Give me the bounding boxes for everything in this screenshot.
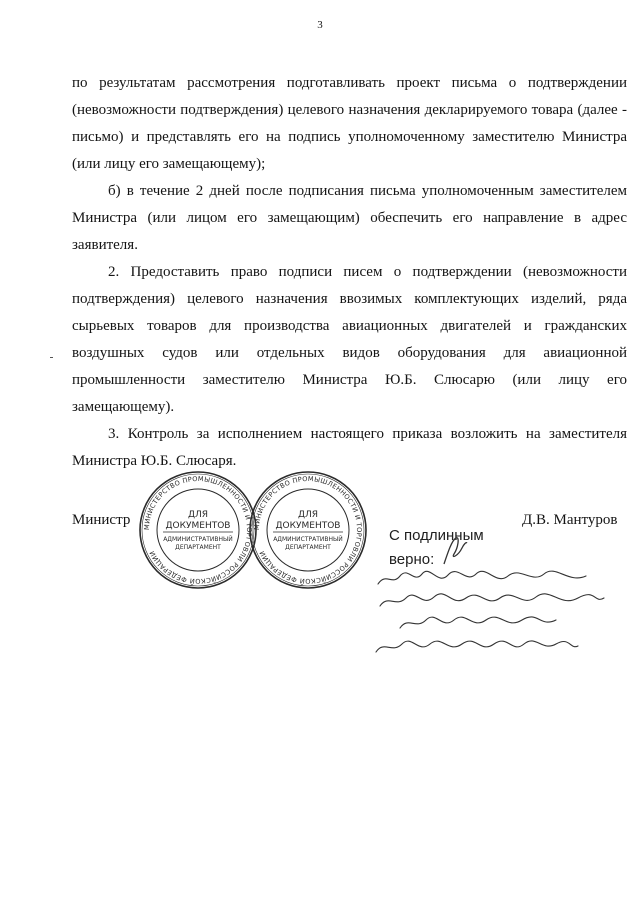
certification-line-2: верно:: [389, 551, 435, 568]
certification-line-1: С подлинным: [389, 527, 484, 544]
seal-line-1: ДЛЯ: [187, 510, 209, 520]
seal-graphic: [247, 469, 369, 591]
document-body: [72, 70, 627, 475]
page-number: 3: [317, 19, 323, 31]
paragraph-item-b: б) в течение 2 дней после подписания письма уполномоченным заместителем Министра (или лицом его замещающим) обеспечить его направление в адрес заявителя.: [72, 183, 627, 253]
seal-line-1: ДЛЯ: [297, 510, 319, 520]
seal-line-3: АДМИНИСТРАТИВНЫЙ: [163, 536, 233, 543]
handwritten-annotation: [372, 562, 612, 662]
official-seal: [137, 469, 259, 591]
seal-ring-text: МИНИСТЕРСТВО ПРОМЫШЛЕННОСТИ И ТОРГОВЛИ РОССИЙСКОЙ ФЕДЕРАЦИИ: [252, 474, 364, 586]
seal-line-4: ДЕПАРТАМЕНТ: [285, 544, 331, 551]
margin-mark: [50, 357, 53, 358]
signatory-name: Д.В. Мантуров: [522, 512, 618, 528]
signatory-title: Министр: [72, 512, 131, 528]
seal-line-2: ДОКУМЕНТОВ: [165, 521, 231, 531]
official-seal: [247, 469, 369, 591]
seal-line-3: АДМИНИСТРАТИВНЫЙ: [273, 536, 343, 543]
paragraph-item-2: 2. Предоставить право подписи писем о подтверждении (невозможности подтверждения) целевого назначения ввозимых комплектующих изделий, ряда сырьевых товаров для производства авиационных двигателей и гражданских воздушных судов или отдельных видов оборудования для авиационной промышленности заместителю Министра Ю.Б. Слюсарю (или лицу его замещающему).: [72, 264, 627, 415]
seal-graphic: [137, 469, 259, 591]
paragraph-continuation: по результатам рассмотрения подготавливать проект письма о подтверждении (невозможности подтверждения) целевого назначения декларируемого товара (далее - письмо) и представлять его на подпись уполномоченному заместителю Министра (или лицу его замещающему);: [72, 75, 627, 172]
handwriting-graphic: [372, 562, 612, 662]
seal-ring-text: МИНИСТЕРСТВО ПРОМЫШЛЕННОСТИ И ТОРГОВЛИ РОССИЙСКОЙ ФЕДЕРАЦИИ: [142, 474, 254, 586]
seal-line-2: ДОКУМЕНТОВ: [275, 521, 341, 531]
seal-line-4: ДЕПАРТАМЕНТ: [175, 544, 221, 551]
paragraph-item-3: 3. Контроль за исполнением настоящего приказа возложить на заместителя Министра Ю.Б. Слюсаря.: [72, 426, 627, 469]
